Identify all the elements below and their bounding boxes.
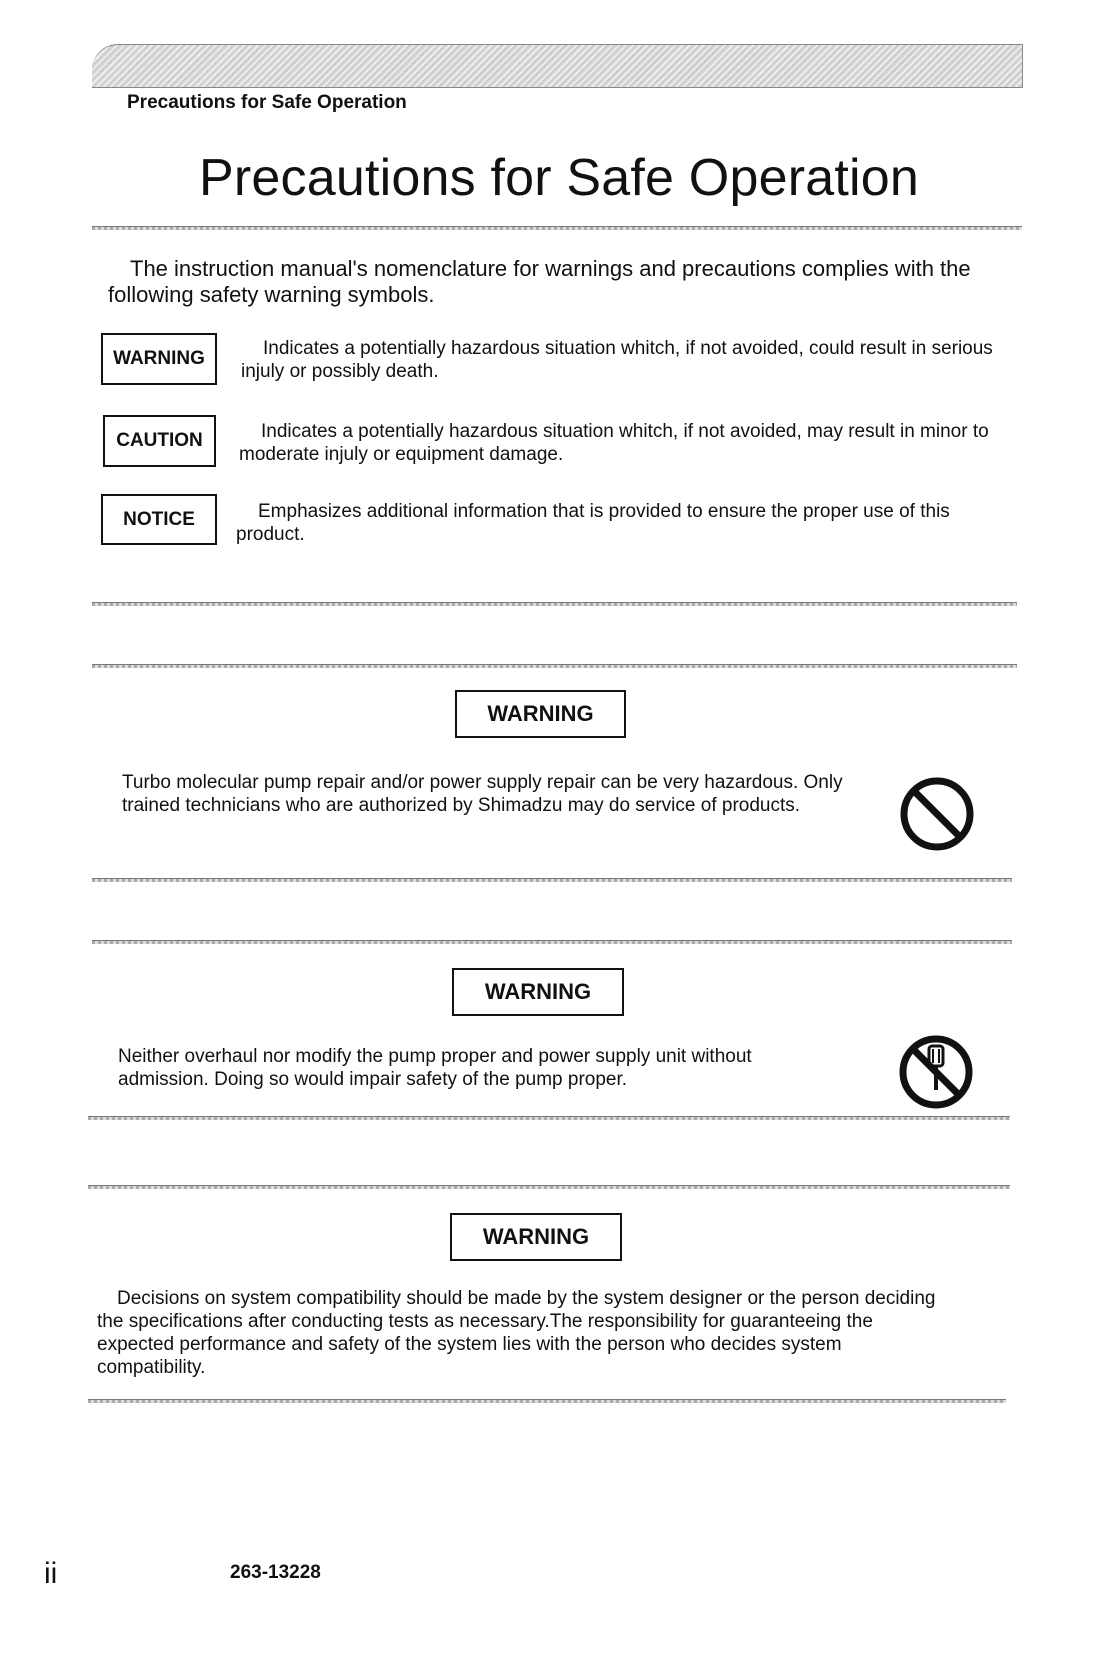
- document-number: 263-13228: [230, 1562, 321, 1583]
- header-band: [92, 44, 1023, 88]
- warning-heading: WARNING: [455, 690, 626, 738]
- notice-definition: Emphasizes additional information that is provided to ensure the proper use of this product.: [236, 501, 950, 545]
- warning-heading: WARNING: [450, 1213, 622, 1261]
- divider: [92, 664, 1017, 668]
- no-disassembly-icon: [898, 1034, 974, 1110]
- divider: [88, 1185, 1010, 1189]
- intro-paragraph: The instruction manual's nomenclature for warnings and precautions complies with the following safety warning symbols.: [108, 256, 971, 307]
- warning-heading: WARNING: [452, 968, 624, 1016]
- divider: [92, 602, 1017, 606]
- warning-message: Decisions on system compatibility should be made by the system designer or the person deciding the specifications after conducting tests as necessary.The responsibility for guaranteeing the expected performance and safety of the system lies with the person who decides system compatibility.: [97, 1288, 936, 1378]
- warning-symbol-label: WARNING: [101, 333, 217, 385]
- divider: [92, 226, 1022, 230]
- prohibition-icon: [899, 776, 975, 852]
- warning-message: Turbo molecular pump repair and/or power supply repair can be very hazardous. Only trained technicians who are authorized by Shimadzu may do service of products.: [122, 772, 843, 816]
- warning-message: Neither overhaul nor modify the pump proper and power supply unit without admission. Doing so would impair safety of the pump proper.: [118, 1046, 752, 1090]
- warning-definition: Indicates a potentially hazardous situation whitch, if not avoided, could result in serious injuly or possibly death.: [241, 338, 993, 382]
- running-head: Precautions for Safe Operation: [127, 92, 407, 113]
- divider: [88, 1116, 1010, 1120]
- caution-definition: Indicates a potentially hazardous situation whitch, if not avoided, may result in minor to moderate injuly or equipment damage.: [239, 421, 989, 465]
- divider: [92, 940, 1012, 944]
- divider: [88, 1399, 1006, 1403]
- divider: [92, 878, 1012, 882]
- page-number: ii: [44, 1557, 58, 1590]
- caution-symbol-label: CAUTION: [103, 415, 216, 467]
- page-title: Precautions for Safe Operation: [199, 149, 919, 207]
- notice-symbol-label: NOTICE: [101, 494, 217, 545]
